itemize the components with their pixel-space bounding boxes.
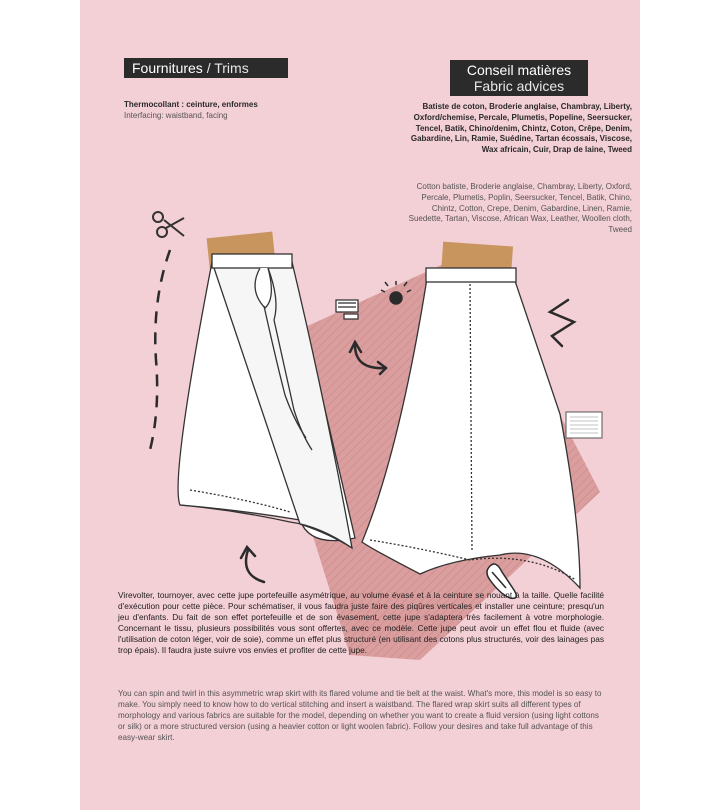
trims-list-fr: Thermocollant : ceinture, enformes bbox=[124, 100, 258, 109]
fabric-list-fr: Batiste de coton, Broderie anglaise, Chambray, Liberty, Oxford/chemise, Percale, Plumetis, Popeline, Seersucker, Tencel, Batik, Chino/denim, Chintz, Coton, Crêpe, Denim, Gabardine, Lin, Ramie, Suédine, Tartan écossais, Viscose, Wax africain, Cuir, Drap de laine, Tweed bbox=[410, 102, 632, 155]
scissors-icon bbox=[153, 212, 184, 237]
trims-list-en: Interfacing: waistband, facing bbox=[124, 111, 228, 120]
trims-heading bbox=[124, 58, 288, 78]
fabric-swatch-icon bbox=[566, 412, 602, 438]
description-fr: Virevolter, tournoyer, avec cette jupe portefeuille asymétrique, au volume évasé et à la ceinture se nouant à la taille. Quelle facilité d'exécution pour cette pièce. Pour schématiser, il vous faudra juste faire des piqûres verticales et installer une ceinture; presqu'un jeu d'enfants. Du fait de son effet portefeuille et de son évasement, cette jupe s'adaptera très facilement à votre morphologie. Concernant le tissu, plusieurs possibilités vous sont offertes, avec ce modèle. Cette jupe peut avoir un effet flou et fluide (avec l'utilisation de coton léger, voir de soie), comme un effet plus structuré (en utilisant des cotons plus structurés, voir des lainages pas trop épais). Il faudra juste suivre vos envies et profiter de cette jupe. bbox=[118, 590, 604, 656]
trims-heading-en: Trims bbox=[214, 60, 249, 76]
fabric-advice-heading bbox=[450, 60, 588, 96]
dashed-cut-line bbox=[150, 250, 170, 450]
heading-separator: / bbox=[202, 60, 215, 76]
trims-heading-fr: Fournitures bbox=[132, 60, 203, 76]
pattern-page bbox=[80, 0, 640, 810]
fabric-list-en: Cotton batiste, Broderie anglaise, Chambray, Liberty, Oxford, Percale, Plumetis, Poplin, Seersucker, Tencel, Batik, Chino, Chintz, Cotton, Crepe, Denim, Gabardine, Linen, Ramie, Suedette, Tartan, Viscose, African Wax, Leather, Woollen cloth, Tweed bbox=[408, 182, 632, 235]
fabric-advice-heading-en: Fabric advices bbox=[473, 78, 565, 94]
squiggle-arrow-icon bbox=[550, 300, 574, 346]
fabric-advice-heading-fr: Conseil matières bbox=[466, 62, 572, 78]
description-en: You can spin and twirl in this asymmetric wrap skirt with its flared volume and tie belt at the waist. What's more, this model is so easy to make. You simply need to know how to do vertical stitching and insert a waistband. The flared wrap skirt suits all different types of morphology and various fabrics are suitable for the model, depending on whether you want to create a fluid version (using light cottons or silk) or a more structured version (using a heavier cotton or light woolen fabric). Follow your desires and take full advantage of this easy-wear skirt. bbox=[118, 689, 602, 742]
